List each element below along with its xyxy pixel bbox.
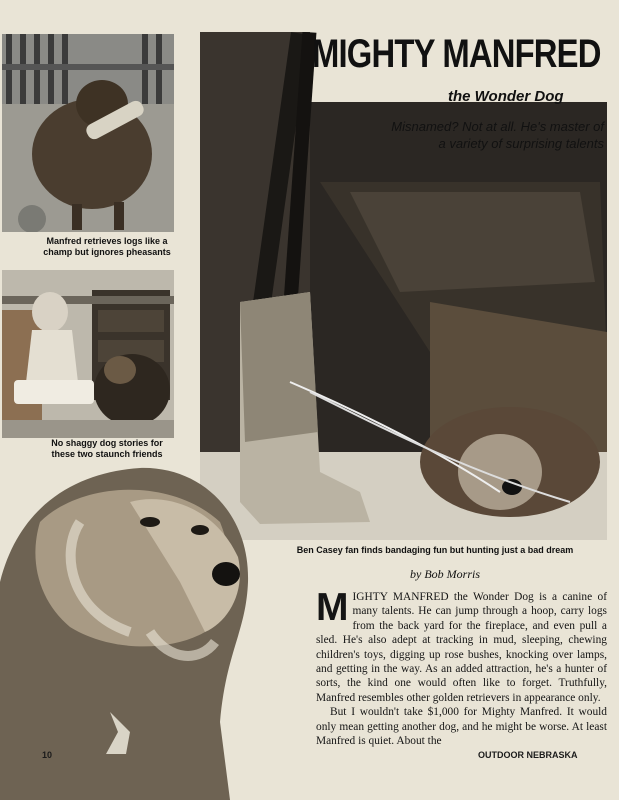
article-title: MIGHTY MANFRED <box>312 32 601 76</box>
page-number: 10 <box>42 750 53 760</box>
drop-cap: M <box>316 586 349 629</box>
magazine-name: OUTDOOR NEBRASKA <box>478 750 578 760</box>
caption-main-photo: Ben Casey fan finds bandaging fun but hunting just a bad dream <box>296 545 574 555</box>
photo-child-and-dog <box>2 270 174 438</box>
article-body <box>316 586 607 748</box>
article-paragraph-1 <box>316 586 607 705</box>
photo-dog-with-boot <box>200 32 607 540</box>
article-paragraph-2: But I wouldn't take $1,000 for Mighty Manfred. It would only mean getting another dog, and he might be worse. At least Manfred is quiet. About the <box>316 706 607 748</box>
photo-dog-retrieving-log <box>2 34 174 232</box>
article-byline: by Bob Morris <box>410 567 480 581</box>
article-deck: Misnamed? Not at all. He's master of a variety of surprising talents <box>391 119 604 151</box>
caption-middle-left: No shaggy dog stories for these two staunch friends <box>51 438 163 459</box>
article-subtitle: the Wonder Dog <box>448 88 564 105</box>
photo-dog-portrait <box>0 462 252 800</box>
article-paragraph-1-text: IGHTY MANFRED the Wonder Dog is a canine of many talents. He can jump through a hoop, carry logs from the back yard for the fireplace, and even pull a sled. He's also adept at tracking in mud, sleeping, chewing children's toys, digging up rose bushes, knocking over lamps, and getting in the way. As an added attraction, he's a hunter of sorts, the kind one would often like to forget. Truthfully, Manfred resembles other golden retrievers in appearance only. <box>316 591 607 704</box>
caption-top-left: Manfred retrieves logs like a champ but ignores pheasants <box>43 236 171 257</box>
